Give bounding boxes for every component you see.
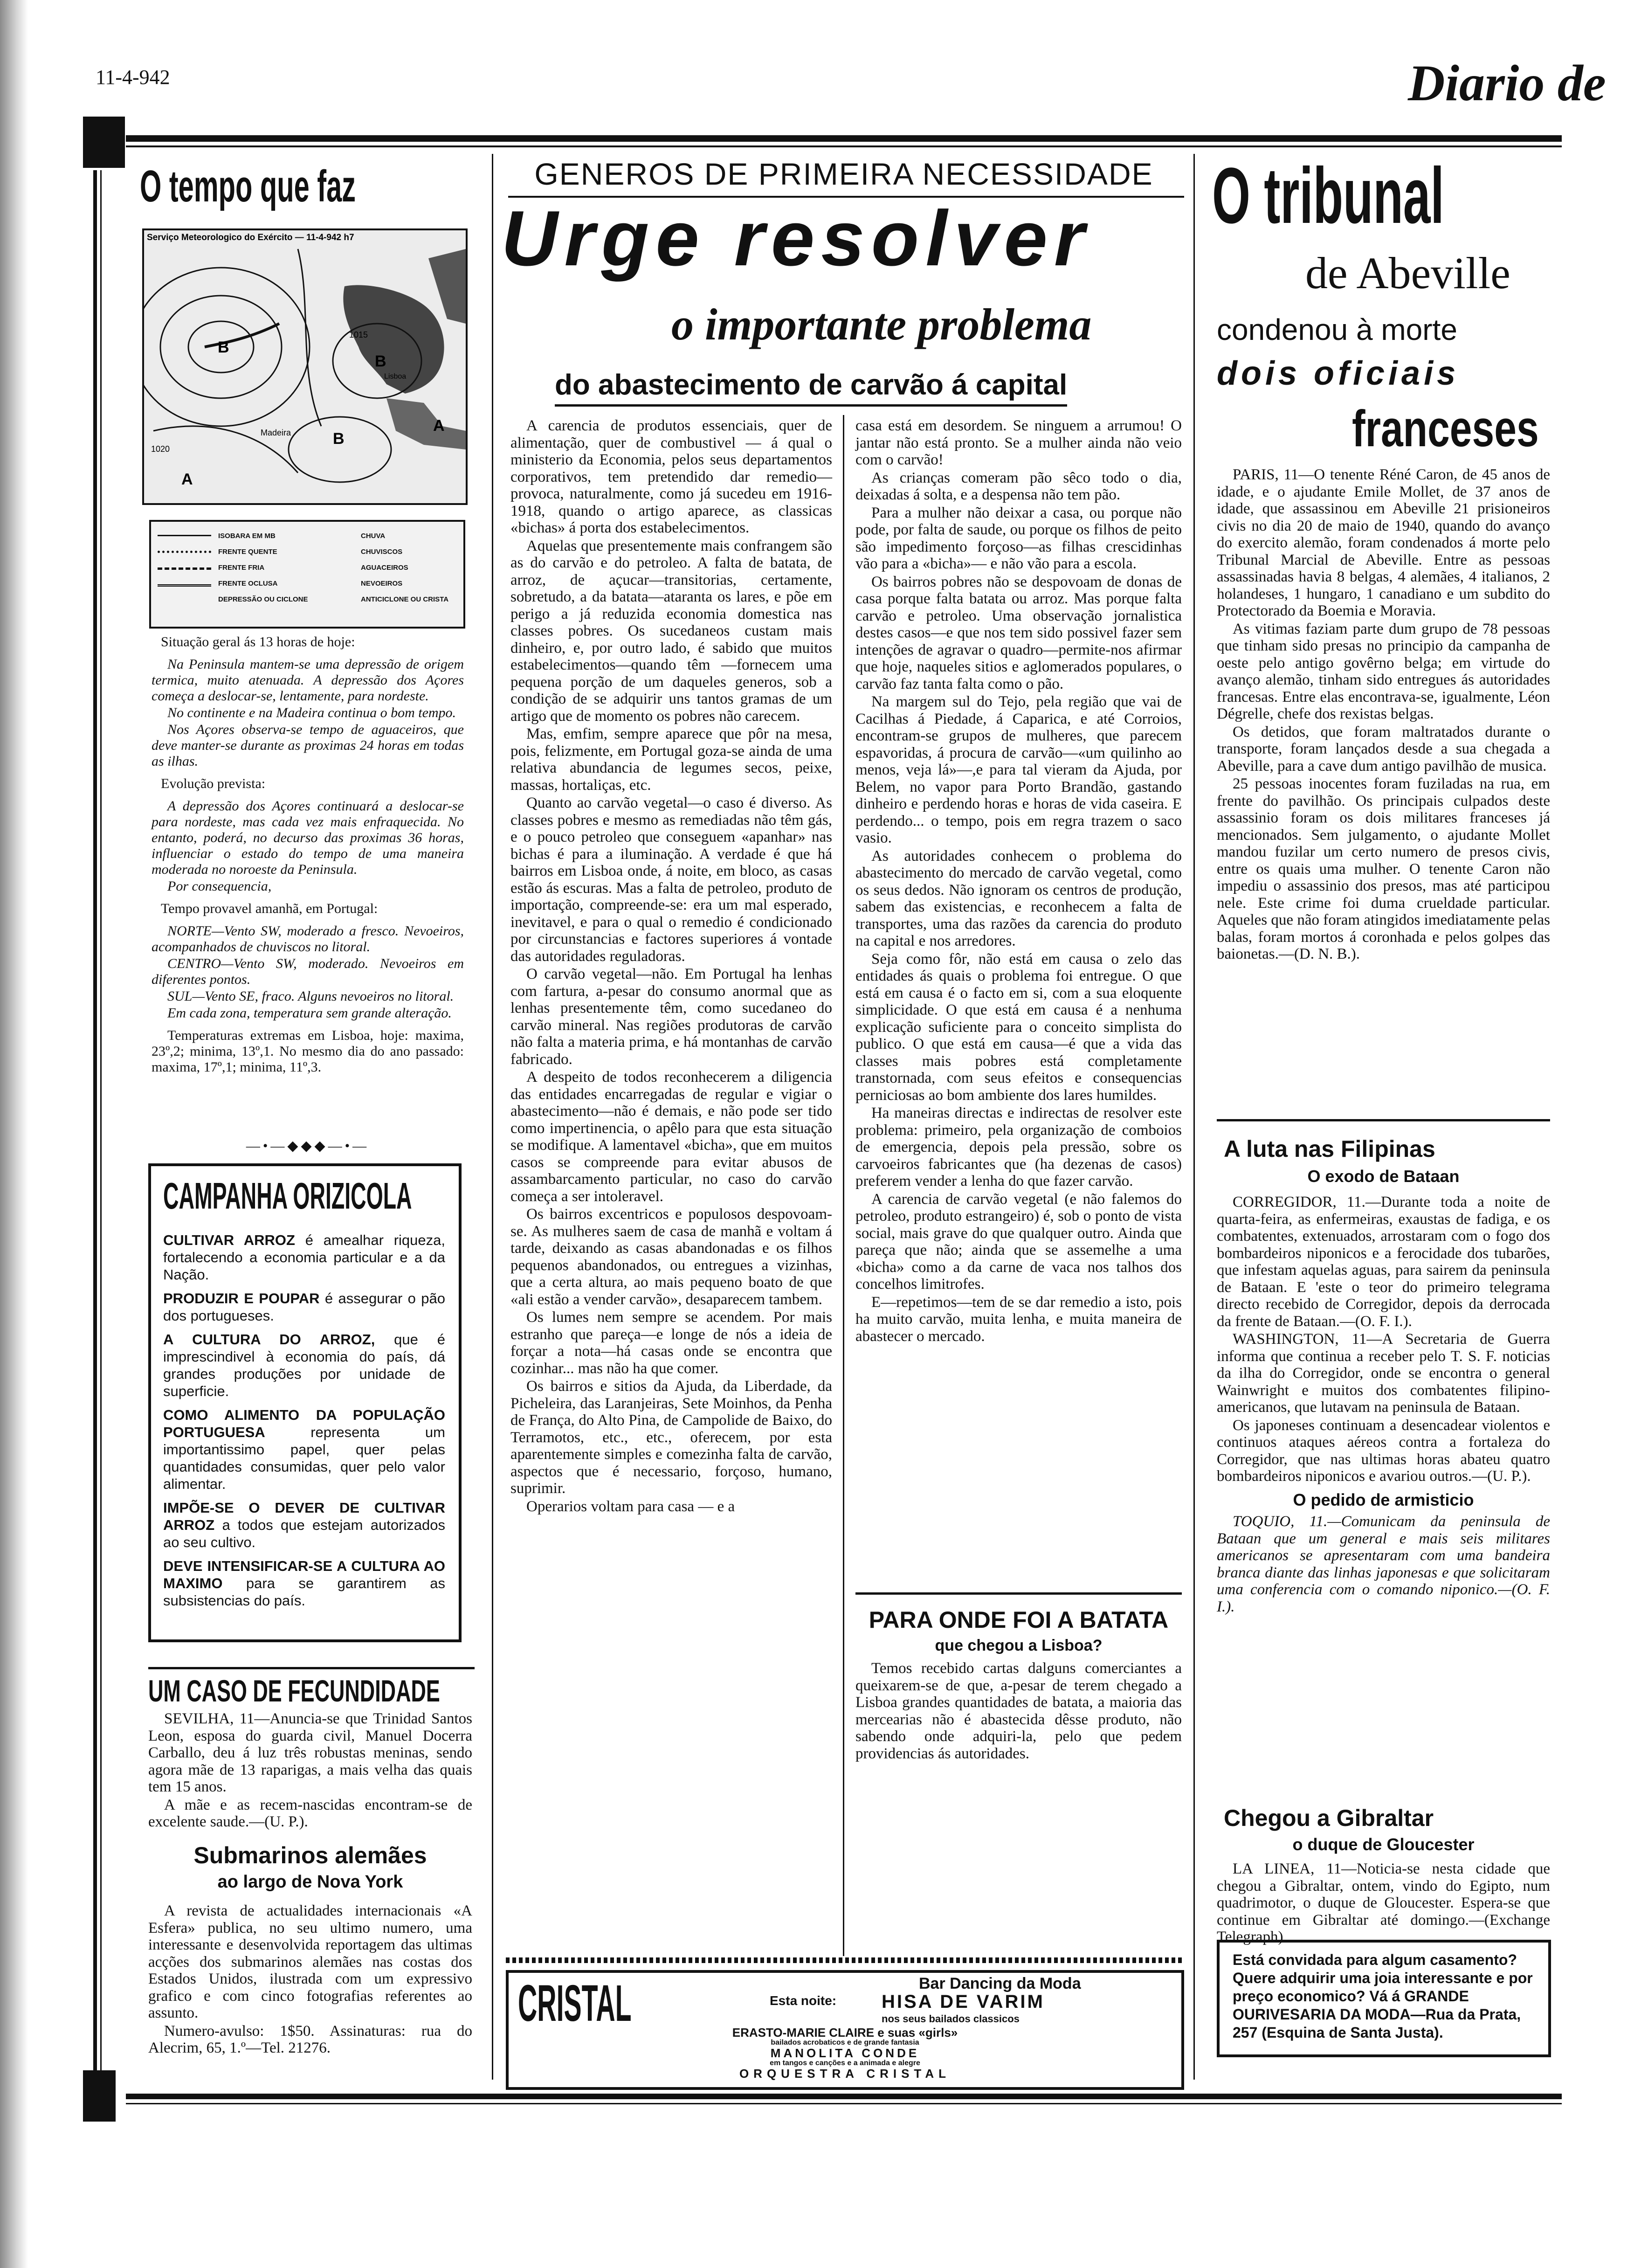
fecundidade-title: UM CASO DE FECUNDIDADE: [148, 1673, 440, 1708]
weather-text: [152, 634, 464, 1076]
map-label: Madeira: [261, 428, 291, 437]
map-label: Lisboa: [384, 373, 407, 380]
column-rule-2: [1193, 154, 1195, 2080]
weather-para: No continente e na Madeira continua o bom tempo.: [167, 705, 456, 720]
batata-title: PARA ONDE FOI A BATATA: [869, 1607, 1169, 1633]
tribunal-text: [1217, 466, 1550, 964]
filipinas-subtitle-2: O pedido de armisticio: [1293, 1490, 1474, 1509]
weather-para: Na Peninsula mantem-se uma depressão de origem termica, muito atenuada. A depressão dos Açores começa a deslocar-se, lentamente, para nordeste.: [152, 657, 464, 704]
main-para: Aquelas que presentemente mais confrangem são as do carvão e do petroleo. A falta de batata, de arroz, de açucar—transitorias, certamente, sobretudo, a da batata—ataranta os lares, e põe em perigo a já reduzida economia domestica nas classes pobres. Os sucedaneos custam mais dinheiro, e, por outro lado, é sabido que muitos estabelecimentos—quando têm —fornecem uma pequena porção de um daqueles generos, sob a condição de se adquirir uns tantos gramas de um artigo que de momento os pobres não carecem.: [510, 537, 832, 725]
campanha-item: COMO ALIMENTO DA POPULAÇÃO PORTUGUESA representa um importantissimo papel, quer pelas quantidades consumidas, quer pelo valor alimentar.: [163, 1407, 445, 1492]
section-rule: [148, 1667, 475, 1669]
map-label: A: [181, 470, 193, 488]
filipinas-title: A luta nas Filipinas: [1224, 1136, 1435, 1162]
map-label: B: [375, 353, 386, 370]
weather-para: Em cada zona, temperatura sem grande alteração.: [167, 1005, 452, 1021]
weather-map: [142, 228, 468, 505]
tribunal-deck-2: dois oficiais: [1217, 355, 1460, 392]
main-col-1: [510, 417, 832, 1516]
tribunal-title: O tribunal: [1212, 152, 1444, 240]
left-rule-thin: [100, 170, 102, 2077]
weather-para: Nos Açores observa-se tempo de aguaceiros, que deve manter-se durante as proximas 24 horas em todas as ilhas.: [152, 722, 464, 769]
campanha-item: A CULTURA DO ARROZ, que é imprescindivel à economia do país, dá grandes produções por unidade de superficie.: [163, 1331, 445, 1399]
map-label: B: [333, 430, 345, 448]
column-rule-1: [492, 154, 493, 2080]
ad-separator: [506, 1957, 1184, 1963]
filipinas-text: [1217, 1194, 1550, 1616]
submarinos-text: [148, 1902, 472, 2058]
submarinos-para: Numero-avulso: 1$50. Assinaturas: rua do Alecrim, 65, 1.º—Tel. 21276.: [148, 2022, 472, 2056]
gibraltar-subtitle: o duque de Gloucester: [1292, 1835, 1475, 1854]
weather-map-svg: [144, 230, 466, 503]
main-para: Os lumes nem sempre se acendem. Por mais estranho que pareça—e longe de nós a ideia de forçar a nota—há casas onde se encontra que cozinhar... mas não ha que comer.: [510, 1309, 832, 1377]
ourivesaria-text: Está convidada para algum casamento? Quere adquirir uma joia interessante e por preço economico? Vá á GRANDE OURIVESARIA DA MODA—Rua da Prata, 257 (Esquina de Santa Justa).: [1233, 1951, 1533, 2041]
cristal-line-1: ERASTO-MARIE CLAIRE e suas «girls»: [732, 2026, 958, 2040]
campanha-item: IMPÕE-SE O DEVER DE CULTIVAR ARROZ a todos que estejam autorizados ao seu cultivo.: [163, 1500, 445, 1550]
gibraltar-text: [1217, 1860, 1550, 1947]
cristal-name: CRISTAL: [518, 1975, 632, 2032]
submarinos-para: A revista de actualidades internacionais «A Esfera» publica, no seu ultimo numero, uma interessante e desenvolvida reportagem das ultimas acções dos submarinos alemães nas costas dos Estados Unidos, ilustrada com um expressivo grafico e com cinco fotografias referentes ao assunto.: [148, 1902, 472, 2021]
legend-item: CHUVISCOS: [361, 548, 403, 556]
main-para: As crianças comeram pão sêco todo o dia, deixadas á solta, e a despensa não tem pão.: [855, 469, 1182, 503]
tribunal-para: 25 pessoas inocentes foram fuziladas na rua, em frente do pavilhão. Os principais culpados deste assassinio foram os dois militares franceses já mencionados. Sem julgamento, o ajudante Mollet mandou fuzilar um certo numero de presos civis, entre os quais uma mulher. O tenente Caron não impediu o assassinio dos presos, mas até participou nele. Este crime foi duma crueldade particular. Aqueles que não foram atingidos imediatamente pelas balas, foram mortos á coronhada e pelos golpes das baionetas.—(D. N. B.).: [1217, 775, 1550, 962]
cristal-ad: [506, 1970, 1184, 2090]
campanha-title: CAMPANHA ORIZICOLA: [163, 1175, 412, 1217]
tribunal-para: As vitimas faziam parte dum grupo de 78 pessoas que tinham sido presas no principio da campanha de oeste pelo antigo govêrno belga; em virtude do avanço alemão, tinham sido entregues ás autoridades francesas. Entre elas encontrava-se, igualmente, Léon Dégrelle, chefe dos rexistas belgas.: [1217, 620, 1550, 722]
fecundidade-para: A mãe e as recem-nascidas encontram-se de excelente saude.—(U. P.).: [148, 1796, 472, 1830]
legend-item: CHUVA: [361, 532, 386, 540]
main-para: Quanto ao carvão vegetal—o caso é diverso. As classes pobres e mesmo as remediadas não têm gás, e o pouco petroleo que conseguem «apanhar» nas bichas é para a iluminação. A verdade é que há bairros em Lisboa onde, á noite, em bloco, as casas estão ás escuras. Mas a falta de petroleo, produto de importação, compreende-se: era um mal esperado, inevitavel, e para o qual o remedio é condicionado por circunstancias e factores superiores á vontade das autoridades reguladoras.: [510, 795, 832, 965]
weather-para: Situação geral ás 13 horas de hoje:: [161, 634, 355, 650]
bottom-rule-thin: [126, 2103, 1562, 2104]
cristal-line-3: ORQUESTRA CRISTAL: [739, 2067, 951, 2081]
weather-para: SUL—Vento SE, fraco. Alguns nevoeiros no litoral.: [167, 989, 454, 1004]
filipinas-para: WASHINGTON, 11—A Secretaria de Guerra informa que continua a receber pelo T. S. F. noticias da ilha do Corregidor, onde se encontra o general Wainwright e muitos dos combatentes filipino-americanos, que lutavam na peninsula de Bataan.: [1217, 1331, 1550, 1416]
tribunal-title-2: de Abeville: [1305, 248, 1510, 298]
batata-para: Temos recebido cartas dalguns comerciantes a queixarem-se de que, a-pesar de terem chegado a Lisboa grandes quantidades de batata, a maioria das mercearias não é abastecida dêsse produto, não sabendo onde adquiri-la, pelo que pedem providencias ás autoridades.: [855, 1660, 1182, 1762]
legend-item: FRENTE FRIA: [218, 564, 265, 572]
fecundidade-para: SEVILHA, 11—Anuncia-se que Trinidad Santos Leon, esposa do guarda civil, Manuel Docerra Carballo, deu á luz três robustas meninas, sendo agora mãe de 13 raparigas, a mais velha das quais tem 15 anos.: [148, 1710, 472, 1795]
batata-text: [855, 1660, 1182, 1763]
campanha-item: PRODUZIR E POUPAR é assegurar o pão dos portugueses.: [163, 1290, 445, 1324]
section-rule: [855, 1592, 1182, 1595]
weather-para: A depressão dos Açores continuará a deslocar-se para nordeste, mas cada vez mais enfraquecida. No entanto, poderá, no decurso das proximas 36 horas, influenciar o estado do tempo de uma maneira moderada no noroeste da Peninsula.: [152, 798, 464, 877]
main-para: Na margem sul do Tejo, pela região que vai de Cacilhas á Piedade, á Caparica, e até Corroios, encontram-se grupos de mulheres, que parecem espavoridas, á procura de carvão—«um quilinho ao menos, veja lá»—,e para tal vieram da Ajuda, por Belem, no vapor para Porto Brandão, gastando dinheiro e perdendo horas e horas de vida caseira. E perdendo... o tempo, pois em regra trazem o saco vasio.: [855, 693, 1182, 846]
filipinas-para: TOQUIO, 11.—Comunicam da peninsula de Bataan que um general e mais seis militares americanos se apresentaram com uma bandeira branca diante das linhas japonesas e que solicitaram uma conferencia com o comando niponico.—(O. F. I.).: [1217, 1513, 1550, 1615]
filipinas-para: CORREGIDOR, 11.—Durante toda a noite de quarta-feira, as enfermeiras, exaustas de fadiga, e os combatentes, extenuados, arrostaram com o fogo dos bombardeiros niponicos e a ferocidade dos tubarões, que infestam aquelas aguas, para sairem da peninsula de Bataan. E 'este o teor do primeiro telegrama directo recebido de Corregidor, depois da derrocada da frente de Bataan.—(O. F. I.).: [1217, 1194, 1550, 1330]
cristal-bar: Bar Dancing da Moda: [919, 1975, 1081, 1992]
column-rule-main: [843, 415, 844, 1956]
filipinas-para: Os japoneses continuam a desencadear violentos e continuos ataques aéreos contra a fortaleza do Corregidor, que nas ultimas horas abateu quatro bombardeiros niponicos e avariou outros.—(U. P.).: [1217, 1417, 1550, 1485]
scan-edge: [0, 0, 28, 2268]
map-label: B: [218, 339, 229, 356]
cristal-lines: [509, 2026, 1181, 2080]
gibraltar-para: LA LINEA, 11—Noticia-se nesta cidade que chegou a Gibraltar, ontem, vindo do Egipto, num quadrimotor, o duque de Gloucester. Espera-se que continue em Gibraltar até domingo.—(Exchange Telegraph).: [1217, 1860, 1550, 1945]
weather-para: Evolução prevista:: [161, 776, 266, 791]
campanha-box: [148, 1163, 462, 1642]
tribunal-deck-3: franceses: [1352, 400, 1539, 457]
main-deck-2: do abastecimento de carvão á capital: [555, 368, 1067, 407]
cristal-tonight: Esta noite:: [770, 1993, 837, 2008]
tribunal-para: Os detidos, que foram maltratados durante o transporte, foram lançados desde a sua chegada a Abeville, para a cave dum antigo pavilhão de musica.: [1217, 723, 1550, 774]
campanha-item: CULTIVAR ARROZ é amealhar riqueza, fortalecendo a economia particular e a da Nação.: [163, 1232, 445, 1283]
weather-title: O tempo que faz: [140, 161, 356, 211]
main-deck-1: o importante problema: [671, 299, 1092, 349]
weather-para: Temperaturas extremas em Lisboa, hoje: maxima, 23º,2; minima, 13º,1. No mesmo dia do ano passado: maxima, 17º,1; minima, 11º,3.: [152, 1028, 464, 1075]
submarinos-subtitle: ao largo de Nova York: [217, 1872, 403, 1892]
ourivesaria-ad: [1217, 1940, 1551, 2057]
main-para: Os bairros pobres não se despovoam de donas de casa porque falta batata ou arroz. Mas porque falta carvão e petroleo. Uma observação jornalistica destes casos—e que nos tem sido possivel fazer sem intenções de agravar o quadro—permite-nos afirmar que hoje, naqueles sitios e aglomerados populares, o carvão faz tanta falta como o pão.: [855, 573, 1182, 692]
legend-item: FRENTE QUENTE: [218, 548, 277, 556]
legend-item: AGUACEIROS: [361, 564, 408, 572]
main-para: Os bairros excentricos e populosos despovoam-se. As mulheres saem de casa de manhã e voltam á tarde, deixando as casas abandonadas e os filhos pequenos abandonados, ou entregues a vizinhas, que a certa altura, ao mais pequeno boato de que «ali estão a vender carvão», desaparecem tambem.: [510, 1206, 832, 1308]
filipinas-subtitle: O exodo de Bataan: [1307, 1167, 1460, 1186]
batata-subtitle: que chegou a Lisboa?: [935, 1637, 1103, 1654]
main-para: A despeito de todos reconhecerem a diligencia das entidades encarregadas de regular e vigiar o abastecimento—não é demais, e não pode ser tido como impertinencia, o apêlo para que esta situação se modifique. A lamentavel «bicha», que em muitos casos se compreende para evitar abusos de assambarcamento particular, no caso do carvão começa a ser intoleravel.: [510, 1069, 832, 1205]
issue-date: 11-4-942: [96, 66, 170, 89]
corner-block-bottom: [83, 2070, 116, 2122]
main-para: Mas, emfim, sempre aparece que pôr na mesa, pois, felizmente, em Portugal goza-se ainda de uma relativa abundancia de legumes secos, peixe, massas, hortaliças, etc.: [510, 726, 832, 794]
section-rule: [1217, 1119, 1550, 1121]
legend-item: ANTICICLONE OU CRISTA: [361, 595, 449, 603]
main-para: E—repetimos—tem de se dar remedio a isto, pois ha muito carvão, muita lenha, e muita maneira de abastecer o mercado.: [855, 1293, 1182, 1345]
map-label: 1020: [151, 444, 170, 454]
cristal-star-sub: nos seus bailados classicos: [882, 2013, 1020, 2025]
main-para: As autoridades conhecem o problema do abastecimento do mercado de carvão vegetal, como os seus dedos. Não ignoram os centros de produção, sabem das existencias, e reconhecem a falta de transportes, uma das razões da carencia do produto na capital e nos arredores.: [855, 847, 1182, 949]
main-para: casa está em desordem. Se ninguem a arrumou! O jantar não está pronto. Se a mulher ainda não veio com o carvão!: [855, 417, 1182, 468]
ornament: —•—◆◆◆—•—: [246, 1138, 370, 1154]
map-label: 1015: [349, 330, 368, 339]
fecundidade-text: [148, 1710, 472, 1832]
top-rule-thin: [126, 145, 1562, 147]
main-para: O carvão vegetal—não. Em Portugal ha lenhas com fartura, a-pesar do consumo anormal que as lenhas presentemente têm, como sucedaneo do carvão mineral. Nas regiões produtoras de carvão não falta a materia prima, e há montanhas de carvão fabricado.: [510, 966, 832, 1068]
weather-legend: [149, 520, 465, 629]
corner-block-top: [83, 117, 125, 168]
gibraltar-title: Chegou a Gibraltar: [1224, 1805, 1434, 1831]
top-rule: [126, 135, 1562, 142]
tribunal-deck-1: condenou à morte: [1217, 313, 1457, 346]
main-kicker: GENEROS DE PRIMEIRA NECESSIDADE: [534, 157, 1153, 191]
cristal-star: HISA DE VARIM: [882, 1991, 1045, 2012]
legend-item: ISOBARA EM MB: [218, 532, 276, 540]
left-rule: [93, 170, 97, 2077]
bottom-rule: [126, 2094, 1562, 2099]
main-para: Para a mulher não deixar a casa, ou porque não pode, por falta de saude, ou porque os filhos de peito são impedimento forçoso—as filhas crescidinhas vão para a «bicha»— e não vão para a escola.: [855, 504, 1182, 572]
cristal-line-2-sub: em tangos e canções e a animada e alegre: [770, 2059, 920, 2067]
cristal-line-1-sub: bailados acrobaticos e de grande fantasia: [771, 2039, 919, 2047]
main-para: Ha maneiras directas e indirectas de resolver este problema: primeiro, pela organização de comboios de emergencia, depois pela pressão, sobre os carvoeiros fabricantes que (ha dezenas de casos) preferem vender a lenha do que fazer carvão.: [855, 1105, 1182, 1189]
weather-para: Tempo provavel amanhã, em Portugal:: [161, 901, 378, 916]
main-para: Operarios voltam para casa — e a: [526, 1498, 735, 1515]
campanha-item: DEVE INTENSIFICAR-SE A CULTURA AO MAXIMO para se garantirem as subsistencias do país.: [163, 1558, 445, 1609]
map-caption: Serviço Meteorologico do Exército — 11-4-942 h7: [147, 233, 354, 242]
main-para: Seja como fôr, não está em causa o zelo das entidades ás quais o problema foi entregue. O que está em causa é o facto em si, com a sua eloquente simplicidade. O que está em causa é a nenhuma explicação suficiente para o conceito simplista do publico. O que está em causa—é que a vida das classes mais pobres está completamente transtornada, com seus efeitos e consequencias perniciosas ao bom ambiente dos lares humildes.: [855, 950, 1182, 1104]
main-para: A carencia de carvão vegetal (e não falemos do petroleo, produto estrangeiro) é, sob o ponto de vista social, mais grave do que qualquer outro. Ainda que pareça que não; ainda que se assemelhe a uma «bicha» como a da carne de vaca nos talhos dos concelhos limitrofes.: [855, 1190, 1182, 1293]
masthead: Diario de: [1408, 55, 1606, 111]
weather-para: CENTRO—Vento SW, moderado. Nevoeiros em diferentes pontos.: [152, 956, 464, 987]
main-para: Os bairros e sitios da Ajuda, da Liberdade, da Picheleira, das Laranjeiras, Sete Moinhos, da Penha de França, do Alto Pina, de Campolide de Baixo, do Terramotos, etc., etc., oferecem, por esta aparentemente simples e comezinha falta de carvão, aspectos que é necessario, forçoso, humano, suprimir.: [510, 1378, 832, 1497]
weather-para: Por consequencia,: [167, 878, 272, 894]
legend-item: DEPRESSÃO OU CICLONE: [218, 595, 308, 603]
main-para: A carencia de produtos essenciais, quer de alimentação, quer de combustivel — á qual o ministerio da Economia, pelos seus departamentos corporativos, tem pretendido dar remedio—provoca, naturalmente, como já sucedeu em 1916-1918, quando o artigo aparece, as classicas «bichas» á porta dos estabelecimentos.: [510, 417, 832, 536]
weather-para: NORTE—Vento SW, moderado a fresco. Nevoeiros, acompanhados de chuviscos no litoral.: [152, 923, 464, 954]
legend-item: NEVOEIROS: [361, 580, 403, 588]
map-label: A: [433, 417, 445, 435]
tribunal-para: PARIS, 11—O tenente Réné Caron, de 45 anos de idade, e o ajudante Emile Mollet, de 37 anos de idade, que assassinou em Abeville 21 prisioneiros civis no dia 20 de maio de 1940, quando do avanço do exercito alemão, foram condenados á morte pelo Tribunal Marcial de Abeville. Entre as pessoas assassinadas havia 8 belgas, 4 alemães, 4 italianos, 2 holandeses, 1 hungaro, 1 canadiano e um subdito do Protectorado da Boemia e Moravia.: [1217, 466, 1550, 619]
main-col-2: [855, 417, 1182, 1346]
cristal-line-2: MANOLITA CONDE: [770, 2046, 920, 2061]
legend-item: FRENTE OCLUSA: [218, 580, 278, 588]
submarinos-title: Submarinos alemães: [193, 1842, 427, 1868]
main-headline: Urge resolver: [501, 194, 1091, 282]
